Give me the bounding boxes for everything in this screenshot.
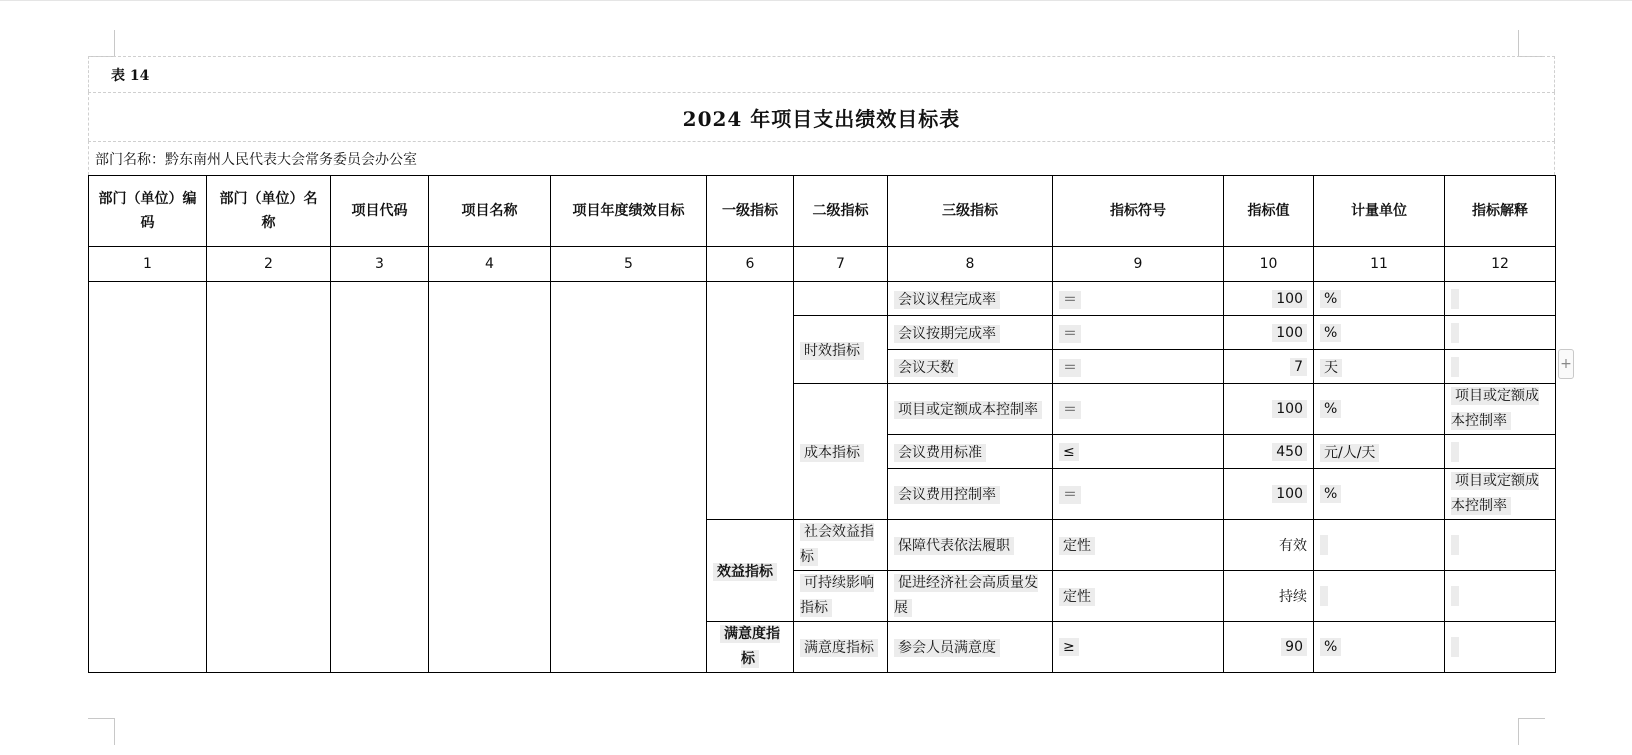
value-text: 100	[1272, 324, 1307, 342]
empty-field-marker	[1451, 323, 1459, 343]
level2-cell	[794, 571, 888, 622]
explain-text: 项目或定额成本控制率	[1451, 388, 1539, 429]
unit-cell	[1314, 282, 1445, 316]
column-number: 1	[89, 247, 207, 282]
empty-field-marker	[1451, 289, 1459, 309]
document-sheet	[88, 56, 1555, 673]
header-cell: 指标解释	[1445, 176, 1556, 247]
symbol-cell	[1053, 350, 1224, 384]
level3-cell	[888, 435, 1053, 469]
explain-cell	[1445, 316, 1556, 350]
column-number: 8	[888, 247, 1053, 282]
symbol-text: ≤	[1059, 443, 1079, 461]
explain-text: 项目或定额成本控制率	[1451, 473, 1539, 514]
column-number: 5	[551, 247, 707, 282]
level3-text: 参会人员满意度	[894, 639, 1000, 657]
value-text: 90	[1281, 638, 1307, 656]
symbol-text: 定性	[1059, 588, 1095, 606]
level1-text: 效益指标	[713, 563, 777, 581]
unit-cell	[1314, 350, 1445, 384]
value-text: 7	[1290, 358, 1307, 376]
explain-cell	[1445, 469, 1556, 520]
level3-text: 保障代表依法履职	[894, 537, 1014, 555]
table-label: 表 14	[88, 56, 1555, 92]
level3-cell	[888, 571, 1053, 622]
header-cell: 指标符号	[1053, 176, 1224, 247]
symbol-text: ≥	[1059, 638, 1079, 656]
level2-cell	[794, 316, 888, 384]
level3-cell	[888, 469, 1053, 520]
crop-mark-bottom-right	[1518, 718, 1545, 745]
header-row	[89, 176, 1556, 247]
table-row	[89, 282, 1556, 316]
level2-blank-cell	[794, 282, 888, 316]
unit-text: %	[1320, 638, 1341, 656]
column-number: 11	[1314, 247, 1445, 282]
header-cell: 一级指标	[707, 176, 794, 247]
unit-cell	[1314, 316, 1445, 350]
column-number: 7	[794, 247, 888, 282]
crop-mark-bottom-left	[88, 718, 115, 745]
header-cell: 项目代码	[331, 176, 429, 247]
header-cell: 项目年度绩效目标	[551, 176, 707, 247]
value-text: 持续	[1279, 589, 1307, 605]
level2-cell	[794, 520, 888, 571]
value-text: 100	[1272, 290, 1307, 308]
value-cell	[1224, 520, 1314, 571]
column-number: 4	[429, 247, 551, 282]
crop-mark-top-left	[88, 30, 115, 57]
performance-table	[88, 175, 1556, 673]
value-cell	[1224, 384, 1314, 435]
level3-cell	[888, 384, 1053, 435]
level2-text: 成本指标	[800, 444, 864, 462]
top-border	[0, 0, 1632, 1]
dept-name-cell	[207, 282, 331, 673]
value-text: 450	[1272, 443, 1307, 461]
level2-text: 社会效益指标	[800, 524, 874, 565]
header-cell: 部门（单位）名称	[207, 176, 331, 247]
level3-cell	[888, 282, 1053, 316]
unit-text: %	[1320, 290, 1341, 308]
level3-text: 会议费用标准	[894, 444, 986, 462]
unit-text: %	[1320, 485, 1341, 503]
column-number: 9	[1053, 247, 1224, 282]
project-code-cell	[331, 282, 429, 673]
level1-text: 满意度指标	[720, 625, 780, 668]
value-cell	[1224, 435, 1314, 469]
add-row-button[interactable]: +	[1558, 349, 1574, 379]
header-cell: 三级指标	[888, 176, 1053, 247]
empty-field-marker	[1320, 535, 1328, 555]
value-text: 100	[1272, 485, 1307, 503]
level2-text: 可持续影响指标	[800, 575, 874, 616]
symbol-cell	[1053, 520, 1224, 571]
explain-cell	[1445, 435, 1556, 469]
column-number: 12	[1445, 247, 1556, 282]
value-cell	[1224, 622, 1314, 673]
empty-field-marker	[1320, 586, 1328, 606]
explain-cell	[1445, 384, 1556, 435]
annual-goal-cell	[551, 282, 707, 673]
symbol-text: ＝	[1059, 291, 1081, 309]
unit-cell	[1314, 622, 1445, 673]
symbol-cell	[1053, 384, 1224, 435]
level3-text: 会议天数	[894, 359, 958, 377]
unit-text: %	[1320, 400, 1341, 418]
level3-cell	[888, 350, 1053, 384]
symbol-cell	[1053, 622, 1224, 673]
project-name-cell	[429, 282, 551, 673]
empty-field-marker	[1451, 586, 1459, 606]
symbol-cell	[1053, 571, 1224, 622]
symbol-cell	[1053, 469, 1224, 520]
level2-cell	[794, 622, 888, 673]
explain-cell	[1445, 350, 1556, 384]
explain-cell	[1445, 282, 1556, 316]
level3-cell	[888, 316, 1053, 350]
header-cell: 二级指标	[794, 176, 888, 247]
level3-cell	[888, 520, 1053, 571]
empty-field-marker	[1451, 357, 1459, 377]
level2-text: 时效指标	[800, 342, 864, 360]
header-cell: 项目名称	[429, 176, 551, 247]
empty-field-marker	[1451, 442, 1459, 462]
unit-cell	[1314, 435, 1445, 469]
value-text: 100	[1272, 400, 1307, 418]
level3-text: 项目或定额成本控制率	[894, 401, 1042, 419]
value-cell	[1224, 316, 1314, 350]
level1-blank-cell	[707, 282, 794, 520]
column-number: 10	[1224, 247, 1314, 282]
unit-text: 天	[1320, 359, 1342, 377]
symbol-text: ＝	[1059, 359, 1081, 377]
level3-text: 会议按期完成率	[894, 325, 1000, 343]
level1-cell	[707, 622, 794, 673]
page-title: 2024 年项目支出绩效目标表	[88, 92, 1555, 141]
empty-field-marker	[1451, 535, 1459, 555]
unit-cell	[1314, 520, 1445, 571]
dept-code-cell	[89, 282, 207, 673]
column-number: 6	[707, 247, 794, 282]
value-cell	[1224, 469, 1314, 520]
value-cell	[1224, 571, 1314, 622]
column-number: 2	[207, 247, 331, 282]
department-name: 部门名称：黔东南州人民代表大会常务委员会办公室	[88, 141, 1555, 175]
level2-cell	[794, 384, 888, 520]
symbol-cell	[1053, 316, 1224, 350]
explain-cell	[1445, 571, 1556, 622]
column-number: 3	[331, 247, 429, 282]
unit-cell	[1314, 469, 1445, 520]
level3-text: 会议费用控制率	[894, 486, 1000, 504]
symbol-cell	[1053, 282, 1224, 316]
explain-cell	[1445, 520, 1556, 571]
header-cell: 计量单位	[1314, 176, 1445, 247]
level3-text: 会议议程完成率	[894, 291, 1000, 309]
symbol-text: ＝	[1059, 325, 1081, 343]
value-cell	[1224, 350, 1314, 384]
level2-text: 满意度指标	[800, 639, 878, 657]
crop-mark-top-right	[1518, 30, 1545, 57]
empty-field-marker	[1451, 637, 1459, 657]
unit-cell	[1314, 571, 1445, 622]
level1-cell	[707, 520, 794, 622]
symbol-text: ＝	[1059, 401, 1081, 419]
unit-text: %	[1320, 324, 1341, 342]
value-text: 有效	[1279, 538, 1307, 554]
level3-text: 促进经济社会高质量发展	[894, 575, 1038, 616]
explain-cell	[1445, 622, 1556, 673]
symbol-text: ＝	[1059, 486, 1081, 504]
value-cell	[1224, 282, 1314, 316]
symbol-text: 定性	[1059, 537, 1095, 555]
level3-cell	[888, 622, 1053, 673]
unit-text: 元/人/天	[1320, 444, 1379, 462]
header-cell: 部门（单位）编码	[89, 176, 207, 247]
column-number-row	[89, 247, 1556, 282]
header-cell: 指标值	[1224, 176, 1314, 247]
unit-cell	[1314, 384, 1445, 435]
symbol-cell	[1053, 435, 1224, 469]
